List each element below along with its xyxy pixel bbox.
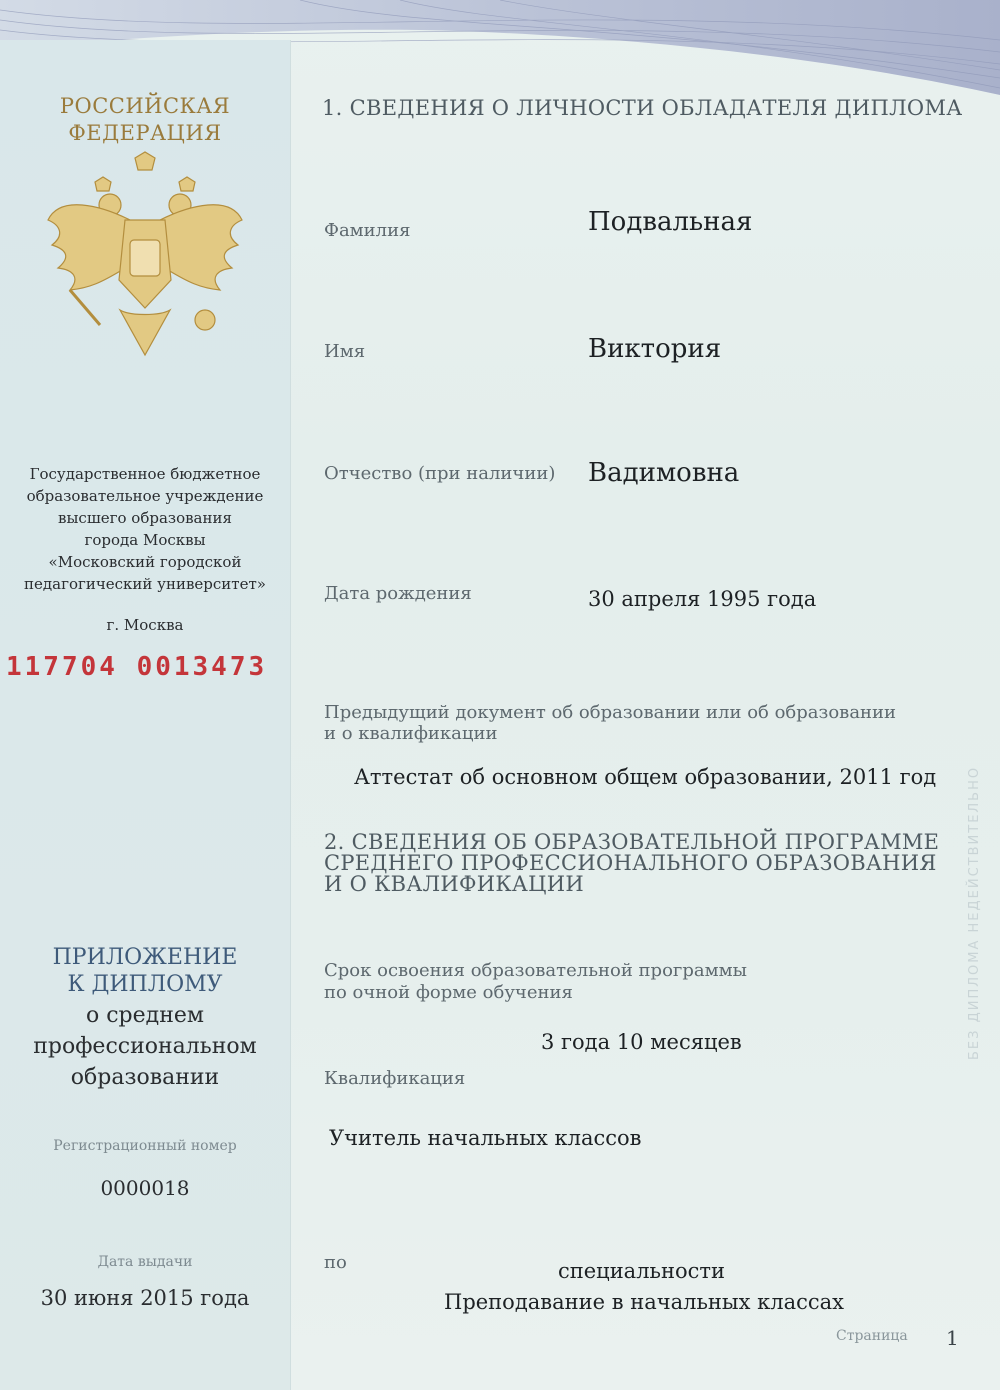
country-name: РОССИЙСКАЯ ФЕДЕРАЦИЯ — [59, 94, 231, 145]
org-line: города Москвы — [84, 531, 206, 549]
name-label: Имя — [324, 341, 366, 362]
serial-number: 117704 0013473 — [6, 652, 268, 682]
org-line: высшего образования — [58, 509, 232, 527]
patronymic-label: Отчество (при наличии) — [324, 463, 556, 484]
registration-number: 0000018 — [100, 1176, 190, 1200]
qualification-value: Учитель начальных классов — [329, 1126, 642, 1150]
section2-title — [324, 832, 939, 895]
section1-title: 1. СВЕДЕНИЯ О ЛИЧНОСТИ ОБЛАДАТЕЛЯ ДИПЛОМА — [322, 96, 963, 120]
country-title — [20, 93, 270, 147]
page-label: Страница — [836, 1328, 908, 1344]
duration-value: 3 года 10 месяцев — [541, 1030, 742, 1054]
issue-date: 30 июня 2015 года — [40, 1286, 250, 1310]
patronymic-value: Вадимовна — [588, 458, 740, 488]
issue-date-label: Дата выдачи — [97, 1254, 193, 1270]
by-label: по — [324, 1252, 347, 1273]
page-number: 1 — [946, 1326, 959, 1350]
org-line: педагогический университет» — [24, 575, 266, 593]
appendix-subtitle-line: образовании — [70, 1065, 220, 1090]
specialty-value: Преподавание в начальных классах — [444, 1290, 845, 1314]
qualification-label: Квалификация — [324, 1068, 466, 1089]
registration-number-label: Регистрационный номер — [53, 1138, 237, 1154]
specialty-word: специальности — [558, 1259, 725, 1283]
birth-date-value: 30 апреля 1995 года — [588, 587, 817, 611]
org-line: образовательное учреждение — [26, 487, 264, 505]
column-divider — [290, 40, 291, 1390]
section2-title-line: И О КВАЛИФИКАЦИИ — [324, 872, 584, 896]
previous-document-value: Аттестат об основном общем образовании, 2011 год — [354, 765, 937, 789]
previous-document-label-line2: и о квалификации — [324, 723, 498, 744]
duration-label-line2: по очной форме обучения — [324, 982, 573, 1003]
section2-title-line: 2. СВЕДЕНИЯ ОБ ОБРАЗОВАТЕЛЬНОЙ ПРОГРАММЕ — [324, 830, 940, 854]
section2-title-line: СРЕДНЕГО ПРОФЕССИОНАЛЬНОГО ОБРАЗОВАНИЯ — [324, 851, 937, 875]
surname-label: Фамилия — [324, 220, 411, 241]
appendix-title — [20, 944, 270, 998]
previous-document-label: Предыдущий документ об образовании или об образовании — [324, 702, 897, 723]
surname-value: Подвальная — [588, 207, 753, 237]
vertical-security-text: БЕЗ ДИПЛОМА НЕДЕЙСТВИТЕЛЬНО — [967, 765, 982, 1060]
org-line: Государственное бюджетное — [29, 465, 261, 483]
organization-name — [14, 463, 276, 595]
duration-label: Срок освоения образовательной программы — [324, 960, 747, 981]
city: г. Москва — [106, 616, 184, 634]
name-value: Виктория — [588, 334, 722, 364]
appendix-subtitle-line: профессиональном — [33, 1034, 257, 1059]
appendix-title-line: К ДИПЛОМУ — [67, 972, 223, 997]
appendix-subtitle-line: о среднем — [85, 1003, 204, 1028]
appendix-title-line: ПРИЛОЖЕНИЕ — [52, 945, 238, 970]
birth-date-label: Дата рождения — [324, 583, 472, 604]
org-line: «Московский городской — [48, 553, 242, 571]
appendix-subtitle — [20, 1000, 270, 1093]
double-headed-eagle-icon — [40, 150, 250, 370]
